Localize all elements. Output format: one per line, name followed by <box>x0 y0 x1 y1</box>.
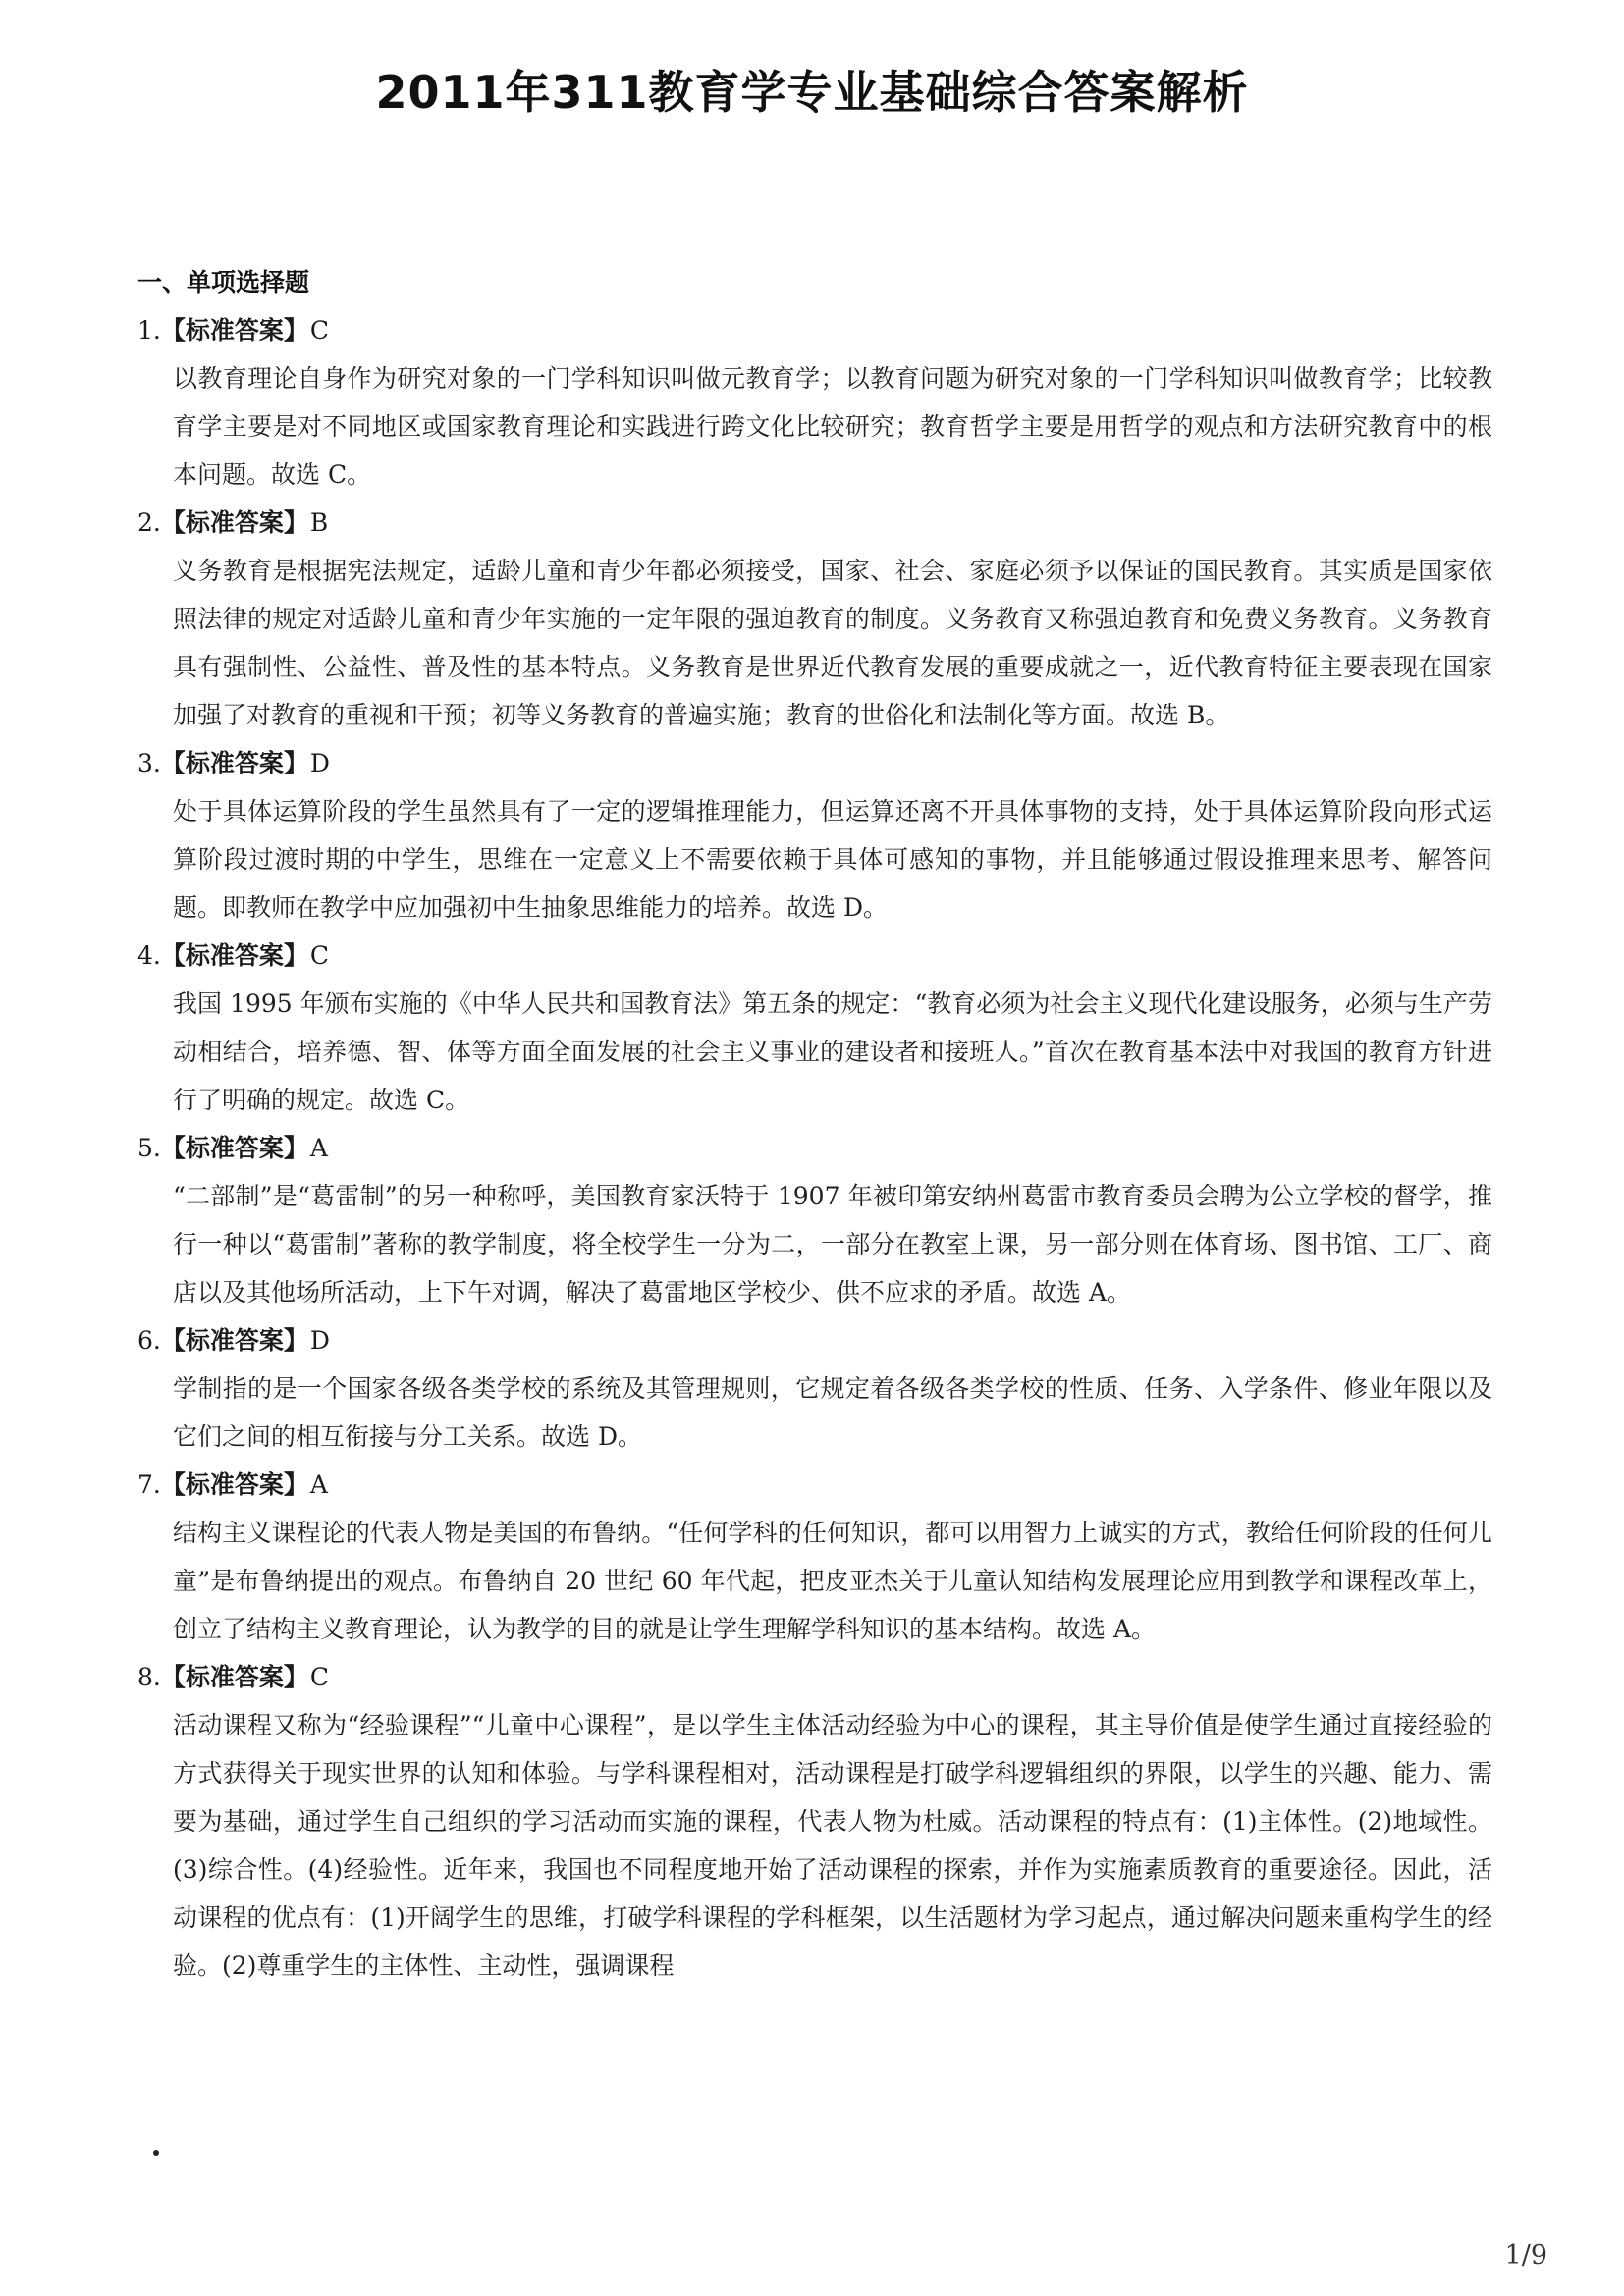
answer-item <box>137 739 1492 932</box>
question-number: 3. <box>137 749 161 777</box>
answer-letter: A <box>309 1470 328 1499</box>
answer-line <box>137 1461 1492 1509</box>
answer-tag: 【标准答案】 <box>160 1326 308 1355</box>
answer-letter: B <box>309 508 329 537</box>
answer-line <box>137 739 1492 787</box>
answer-tag: 【标准答案】 <box>160 1663 308 1691</box>
answer-explanation: 义务教育是根据宪法规定，适龄儿童和青少年都必须接受，国家、社会、家庭必须予以保证的国民教育。其实质是国家依照法律的规定对适龄儿童和青少年实施的一定年限的强迫教育的制度。义务教育又称强迫教育和免费义务教育。义务教育具有强制性、公益性、普及性的基本特点。义务教育是世界近代教育发展的重要成就之一，近代教育特征主要表现在国家加强了对教育的重视和干预；初等义务教育的普遍实施；教育的世俗化和法制化等方面。故选 B。 <box>173 557 1492 729</box>
question-number: 4. <box>137 941 161 970</box>
answer-tag: 【标准答案】 <box>160 316 308 345</box>
answer-tag: 【标准答案】 <box>160 941 308 970</box>
answer-letter: C <box>309 941 330 970</box>
answer-item <box>137 306 1492 499</box>
scan-dot <box>153 2150 159 2156</box>
answer-list <box>137 306 1492 1990</box>
answer-letter: D <box>309 749 330 777</box>
answer-explanation: “二部制”是“葛雷制”的另一种称呼，美国教育家沃特于 1907 年被印第安纳州葛雷市教育委员会聘为公立学校的督学，推行一种以“葛雷制”著称的教学制度，将全校学生一分为二，一部分在教室上课，另一部分则在体育场、图书馆、工厂、商店以及其他场所活动，上下午对调，解决了葛雷地区学校少、供不应求的矛盾。故选 A。 <box>173 1182 1492 1307</box>
question-number: 5. <box>137 1134 161 1162</box>
answer-item <box>137 1653 1492 1990</box>
page-number: 1/9 <box>1504 2240 1547 2270</box>
answer-letter: A <box>309 1134 328 1162</box>
answer-item <box>137 1124 1492 1316</box>
answer-explanation: 学制指的是一个国家各级各类学校的系统及其管理规则，它规定着各级各类学校的性质、任务、入学条件、修业年限以及它们之间的相互衔接与分工关系。故选 D。 <box>173 1374 1492 1451</box>
document-title: 2011年311教育学专业基础综合答案解析 <box>375 66 1249 119</box>
question-number: 7. <box>137 1470 161 1499</box>
answer-line <box>137 1124 1492 1172</box>
answer-line <box>137 1316 1492 1364</box>
answer-line <box>137 932 1492 980</box>
section-heading: 一、单项选择题 <box>137 268 310 296</box>
question-number: 8. <box>137 1663 161 1691</box>
answer-line <box>137 1653 1492 1701</box>
answer-tag: 【标准答案】 <box>160 1470 308 1499</box>
answer-letter: C <box>309 316 330 345</box>
answer-tag: 【标准答案】 <box>160 749 308 777</box>
answer-letter: D <box>309 1326 330 1355</box>
question-number: 6. <box>137 1326 161 1355</box>
answer-letter: C <box>309 1663 330 1691</box>
question-number: 2. <box>137 508 161 537</box>
answer-item <box>137 932 1492 1124</box>
answer-tag: 【标准答案】 <box>160 1134 308 1162</box>
answer-line <box>137 306 1492 354</box>
answer-item <box>137 1316 1492 1461</box>
question-number: 1. <box>137 316 161 345</box>
answer-item <box>137 499 1492 739</box>
answer-explanation: 结构主义课程论的代表人物是美国的布鲁纳。“任何学科的任何知识，都可以用智力上诚实的方式，教给任何阶段的任何儿童”是布鲁纳提出的观点。布鲁纳自 20 世纪 60 年代起，把皮亚杰关于儿童认知结构发展理论应用到教学和课程改革上，创立了结构主义教育理论，认为教学的目的就是让学生理解学科知识的基本结构。故选 A。 <box>173 1519 1492 1643</box>
answer-line <box>137 499 1492 547</box>
answer-explanation: 活动课程又称为“经验课程”“儿童中心课程”，是以学生主体活动经验为中心的课程，其主导价值是使学生通过直接经验的方式获得关于现实世界的认知和体验。与学科课程相对，活动课程是打破学科逻辑组织的界限，以学生的兴趣、能力、需要为基础，通过学生自己组织的学习活动而实施的课程，代表人物为杜威。活动课程的特点有：(1)主体性。(2)地域性。(3)综合性。(4)经验性。近年来，我国也不同程度地开始了活动课程的探索，并作为实施素质教育的重要途径。因此，活动课程的优点有：(1)开阔学生的思维，打破学科课程的学科框架，以生活题材为学习起点，通过解决问题来重构学生的经验。(2)尊重学生的主体性、主动性，强调课程 <box>173 1711 1492 1980</box>
answer-tag: 【标准答案】 <box>160 508 308 537</box>
answer-explanation: 处于具体运算阶段的学生虽然具有了一定的逻辑推理能力，但运算还离不开具体事物的支持，处于具体运算阶段向形式运算阶段过渡时期的中学生，思维在一定意义上不需要依赖于具体可感知的事物，并且能够通过假设推理来思考、解答问题。即教师在教学中应加强初中生抽象思维能力的培养。故选 D。 <box>173 797 1492 922</box>
answer-item <box>137 1461 1492 1653</box>
answer-explanation: 以教育理论自身作为研究对象的一门学科知识叫做元教育学；以教育问题为研究对象的一门学科知识叫做教育学；比较教育学主要是对不同地区或国家教育理论和实践进行跨文化比较研究；教育哲学主要是用哲学的观点和方法研究教育中的根本问题。故选 C。 <box>173 364 1492 489</box>
answer-explanation: 我国 1995 年颁布实施的《中华人民共和国教育法》第五条的规定：“教育必须为社会主义现代化建设服务，必须与生产劳动相结合，培养德、智、体等方面全面发展的社会主义事业的建设者和接班人。”首次在教育基本法中对我国的教育方针进行了明确的规定。故选 C。 <box>173 989 1492 1114</box>
